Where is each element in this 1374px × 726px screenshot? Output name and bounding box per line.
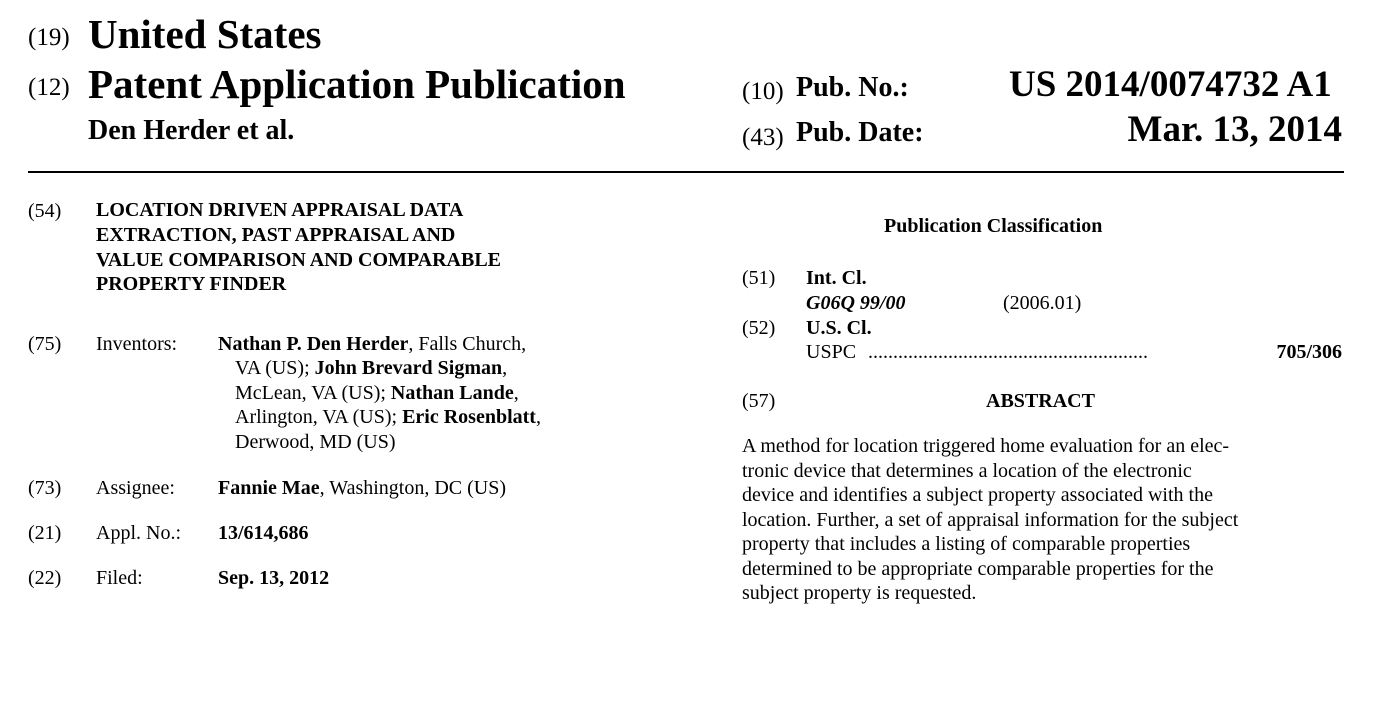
inid-code-57: (57) [742, 390, 776, 412]
inventors-label: Inventors: [96, 333, 178, 355]
abstract-heading: ABSTRACT [986, 390, 1095, 412]
abstract-line: subject property is requested. [742, 582, 977, 604]
pub-date-value: Mar. 13, 2014 [1127, 109, 1342, 150]
assignee-value [218, 476, 506, 501]
abstract-line: device and identifies a subject property associated with the [742, 484, 1213, 506]
inid-code-21: (21) [28, 522, 62, 544]
inid-code-10: (10) [742, 78, 784, 105]
appl-no-label: Appl. No.: [96, 522, 181, 544]
int-cl-label: Int. Cl. [806, 267, 867, 289]
filed-label: Filed: [96, 567, 143, 589]
inid-code-19: (19) [28, 24, 70, 51]
uspc-label: USPC [806, 341, 857, 363]
uspc-value: 705/306 [1276, 341, 1342, 363]
inventor-location: , Falls Church, [408, 333, 527, 355]
inventor-name: Eric Rosenblatt [402, 406, 536, 428]
authors: Den Herder et al. [88, 115, 295, 146]
inventor-location: VA (US); [235, 357, 315, 379]
inid-code-51: (51) [742, 267, 776, 289]
inid-code-43: (43) [742, 124, 784, 151]
inid-code-12: (12) [28, 74, 70, 101]
header-divider [28, 171, 1344, 173]
inventor-location: McLean, VA (US); [235, 382, 391, 404]
inventors-line [218, 332, 526, 357]
inid-code-22: (22) [28, 567, 62, 589]
inid-code-73: (73) [28, 477, 62, 499]
assignee-name: Fannie Mae [218, 477, 320, 499]
inventor-name: John Brevard Sigman [314, 357, 503, 379]
title-line: LOCATION DRIVEN APPRAISAL DATA [96, 199, 464, 221]
inventor-location: Derwood, MD (US) [235, 431, 396, 453]
filed-value: Sep. 13, 2012 [218, 567, 330, 589]
inventor-location: Arlington, VA (US); [235, 406, 403, 428]
abstract-line: determined to be appropriate comparable properties for the [742, 558, 1214, 580]
separator: , [502, 357, 508, 379]
title-line: EXTRACTION, PAST APPRAISAL AND [96, 224, 456, 246]
abstract-line: tronic device that determines a location of the electronic [742, 460, 1192, 482]
abstract-line: property that includes a listing of comparable properties [742, 533, 1191, 555]
int-cl-year: (2006.01) [1003, 292, 1082, 314]
pub-no-value: US 2014/0074732 A1 [1009, 64, 1332, 105]
assignee-location: , Washington, DC (US) [319, 477, 507, 499]
pub-date-label: Pub. Date: [796, 117, 924, 148]
publication-classification-heading: Publication Classification [884, 215, 1103, 237]
int-cl-code: G06Q 99/00 [806, 292, 906, 314]
uspc-leader-dots: ........................................................ [868, 341, 1148, 363]
document-type-heading: Patent Application Publication [88, 61, 626, 107]
inventor-name: Nathan Lande [390, 382, 514, 404]
abstract-line: A method for location triggered home evaluation for an elec- [742, 435, 1230, 457]
assignee-label: Assignee: [96, 477, 175, 499]
separator: , [535, 406, 541, 428]
title-line: PROPERTY FINDER [96, 273, 287, 295]
appl-no-value: 13/614,686 [218, 522, 309, 544]
title-line: VALUE COMPARISON AND COMPARABLE [96, 249, 502, 271]
inid-code-52: (52) [742, 317, 776, 339]
country-heading: United States [88, 11, 322, 57]
inventors-line [235, 405, 541, 430]
inid-code-54: (54) [28, 200, 62, 222]
inventors-line [235, 356, 507, 381]
inid-code-75: (75) [28, 333, 62, 355]
separator: , [513, 382, 519, 404]
abstract-line: location. Further, a set of appraisal information for the subject [742, 509, 1239, 531]
inventor-name: Nathan P. Den Herder [218, 333, 409, 355]
pub-no-label: Pub. No.: [796, 72, 909, 103]
inventors-line [235, 381, 519, 406]
us-cl-label: U.S. Cl. [806, 317, 872, 339]
inventors-line [235, 430, 396, 455]
